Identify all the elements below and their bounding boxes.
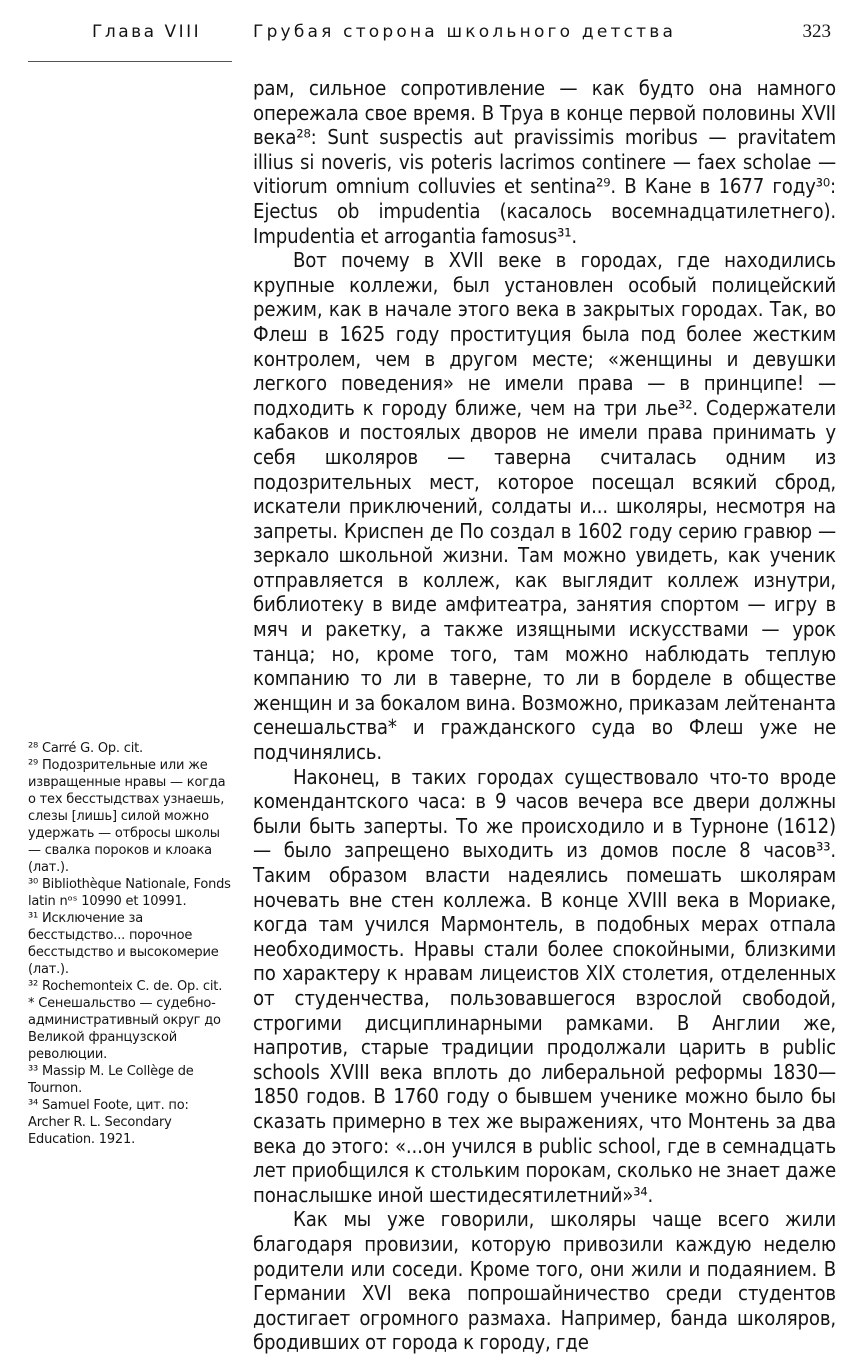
footnote: ²⁹ Подозрительные или же извращенные нравы — когда о тех бесстыдствах узнаешь, слезы [лишь] силой можно удержать — отбросы школы — свалка пороков и клоака (лат.). [28, 758, 226, 875]
footnote: ³⁰ Bibliothèque Nationale, Fonds latin nᵒˢ 10990 et 10991. [28, 877, 231, 909]
footnote: ³³ Massip M. Le Collège de Tournon. [28, 1064, 194, 1096]
paragraph: рам, сильное сопротивление — как будто она намного опережала свое время. В Труа в конце первой половины XVII века²⁸: Sunt suspectis aut pravissimis moribus — pravitatem illius si noveris, vis poteris lacrimos continere — faex scholae — vitiorum omnium colluvies et sentina²⁹. В Кане в 1677 году³⁰: Ejectus ob impudentia (касалось восемнадцатилетнего). Impudentia et arrogantia famosus³¹. [253, 76, 836, 248]
paragraph: Как мы уже говорили, школяры чаще всего жили благодаря провизии, которую привозили каждую неделю родители или соседи. Кроме того, они жили и подаянием. В Германии XVI века попрошайничество среди студентов достигает огромного размаха. Например, банда школяров, бродивших от города к городу, где [253, 1207, 836, 1355]
page-number: 323 [802, 21, 831, 42]
footnote: ³² Rochemonteix C. de. Op. cit. [28, 979, 223, 994]
footnote: ³¹ Исключение за бесстыдство... порочное бесстыдство и высокомерие (лат.). [28, 911, 219, 977]
footnote: ³⁴ Samuel Foote, цит. по: Archer R. L. Secondary Education. 1921. [28, 1098, 189, 1147]
footnote: * Сенешальство — судебно-административный округ до Великой французской революции. [28, 996, 221, 1062]
main-text [253, 76, 836, 1355]
running-header [0, 14, 854, 54]
footnote: ²⁸ Carré G. Op. cit. [28, 741, 143, 756]
paragraph: Наконец, в таких городах существовало что-то вроде комендантского часа: в 9 часов вечера все двери должны были быть заперты. То же происходило и в Турноне (1612) — было запрещено выходить из домов после 8 часов³³. Таким образом власти надеялись помешать школярам ночевать вне стен коллежа. В конце XVIII века в Мориаке, когда там учился Мармонтель, в подобных мерах отпала необходимость. Нравы стали более спокойными, близкими по характеру к нравам лицеистов XIX столетия, отделенных от студенчества, пользовавшегося взрослой свободой, строгими дисциплинарными рамками. В Англии же, напротив, старые традиции продолжали царить в public schools XVIII века вплоть до либеральной реформы 1830—1850 годов. В 1760 году о бывшем ученике можно было бы сказать примерно в тех же выражениях, что Монтень за два века до этого: «...он учился в public school, где в семнадцать лет приобщился к стольким порокам, сколько не знает даже понаслышке иной шестидесятилетний»³⁴. [253, 764, 836, 1207]
header-rule [28, 61, 232, 62]
chapter-label: Глава VIII [92, 22, 202, 42]
running-title: Грубая сторона школьного детства [253, 22, 677, 42]
footnotes [28, 740, 232, 1148]
paragraph: Вот почему в XVII веке в городах, где находились крупные коллежи, был установлен особый полицейский режим, как в начале этого века в закрытых городах. Так, во Флеш в 1625 году проституция была под более жестким контролем, чем в другом месте; «женщины и девушки легкого поведения» не имели права — в принципе! — подходить к городу ближе, чем на три лье³². Содержатели кабаков и постоялых дворов не имели права принимать у себя школяров — таверна считалась одним из подозрительных мест, которое посещал всякий сброд, искатели приключений, солдаты и... школяры, несмотря на запреты. Криспен де По создал в 1602 году серию гравюр — зеркало школьной жизни. Там можно увидеть, как ученик отправляется в коллеж, как выглядит коллеж изнутри, библиотеку в виде амфитеатра, занятия спортом — игру в мяч и ракетку, а также изящными искусствами — урок танца; но, кроме того, там можно наблюдать теплую компанию то ли в таверне, то ли в борделе в обществе женщин и за бокалом вина. Возможно, приказам лейтенанта сенешальства* и гражданского суда во Флеш уже не подчинялись. [253, 248, 836, 765]
